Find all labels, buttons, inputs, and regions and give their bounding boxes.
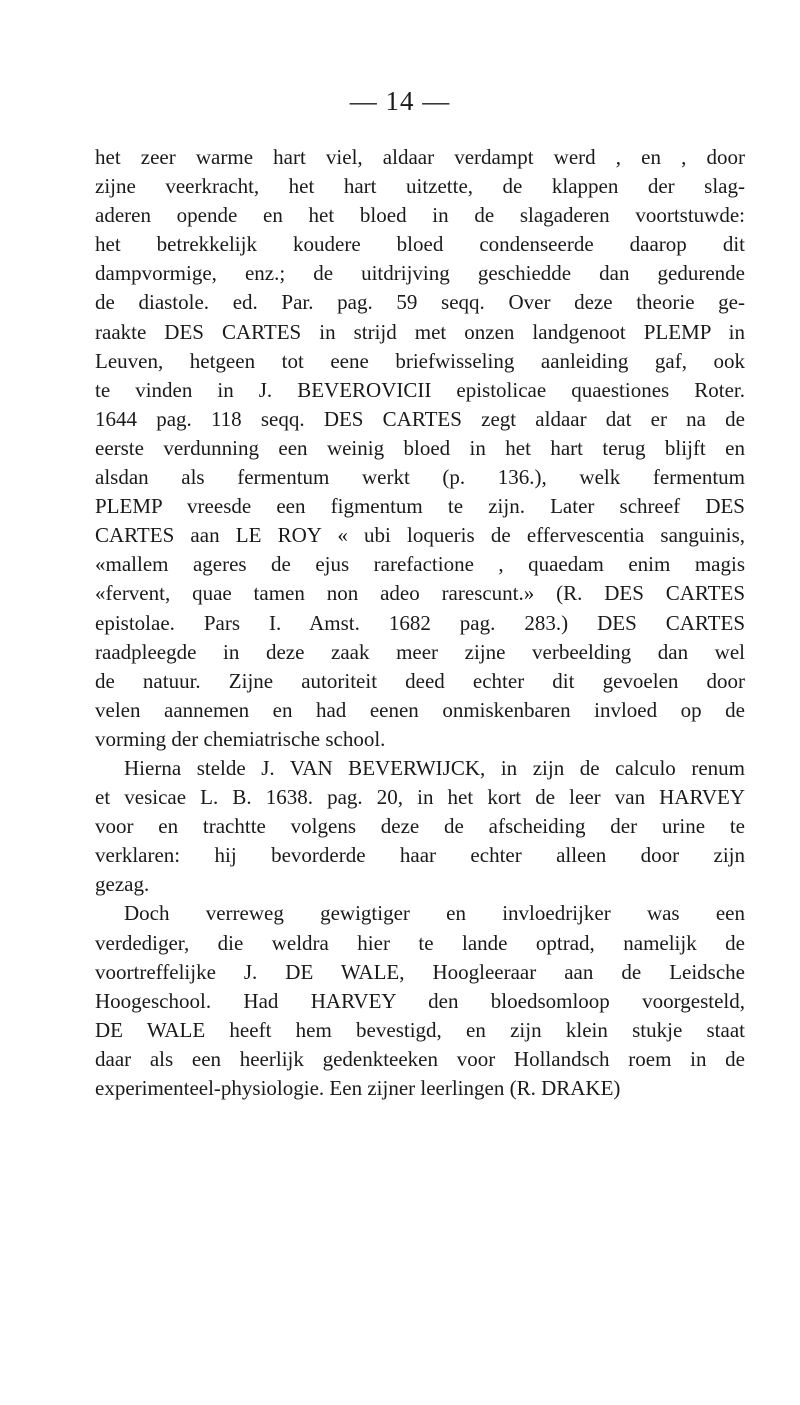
text-line: daar als een heerlijk gedenkteeken voor Hollandsch roem in de (95, 1046, 745, 1071)
text-line: het betrekkelijk koudere bloed condenseerde daarop dit (95, 232, 745, 257)
text-line: CARTES aan LE ROY « ubi loqueris de effervescentia sanguinis, (95, 523, 745, 548)
text-line: het zeer warme hart viel, aldaar verdampt werd , en , door (95, 145, 745, 169)
text-line: de diastole. ed. Par. pag. 59 seqq. Over deze theorie ge- (95, 290, 745, 315)
paragraph (95, 899, 745, 1103)
text-line: Doch verreweg gewigtiger en invloedrijker was een (124, 901, 745, 926)
text-line: Hierna stelde J. VAN BEVERWIJCK, in zijn de calculo renum (124, 755, 745, 780)
text-line: te vinden in J. BEVEROVICII epistolicae quaestiones Roter. (95, 377, 745, 402)
page-number: — 14 — (349, 86, 451, 116)
text-line: verklaren: hij bevorderde haar echter alleen door zijn (95, 843, 745, 868)
text-line: «fervent, quae tamen non adeo rarescunt.» (R. DES CARTES (95, 581, 745, 606)
text-line: gezag. (95, 872, 150, 897)
paragraph (95, 143, 745, 754)
text-line: dampvormige, enz.; de uitdrijving geschiedde dan gedurende (95, 261, 745, 286)
text-line: Hoogeschool. Had HARVEY den bloedsomloop voorgesteld, (95, 988, 745, 1013)
text-line: verdediger, die weldra hier te lande optrad, namelijk de (95, 930, 745, 955)
text-line: epistolae. Pars I. Amst. 1682 pag. 283.) DES CARTES (95, 610, 745, 635)
text-line: eerste verdunning een weinig bloed in het hart terug blijft en (95, 435, 745, 460)
text-line: «mallem ageres de ejus rarefactione , quaedam enim magis (95, 552, 745, 577)
text-line: raakte DES CARTES in strijd met onzen landgenoot PLEMP in (95, 319, 745, 344)
text-line: velen aannemen en had eenen onmiskenbaren invloed op de (95, 697, 745, 722)
text-line: voor en trachtte volgens deze de afscheiding der urine te (95, 814, 745, 839)
text-line: vorming der chemiatrische school. (95, 726, 386, 751)
text-line: DE WALE heeft hem bevestigd, en zijn klein stukje staat (95, 1017, 745, 1042)
paragraph (95, 754, 745, 899)
text-line: de natuur. Zijne autoriteit deed echter dit gevoelen door (95, 668, 745, 693)
text-line: 1644 pag. 118 seqq. DES CARTES zegt aldaar dat er na de (95, 406, 745, 431)
text-line: experimenteel-physiologie. Een zijner leerlingen (R. DRAKE) (95, 1076, 621, 1100)
text-line: et vesicae L. B. 1638. pag. 20, in het kort de leer van HARVEY (95, 785, 745, 810)
text-line: zijne veerkracht, het hart uitzette, de klappen der slag- (95, 174, 745, 199)
text-line: Leuven, hetgeen tot eene briefwisseling aanleiding gaf, ook (95, 348, 745, 373)
text-line: PLEMP vreesde een figmentum te zijn. Later schreef DES (95, 494, 745, 519)
body-text (95, 143, 745, 1103)
text-line: raadpleegde in deze zaak meer zijne verbeelding dan wel (95, 639, 745, 664)
text-line: alsdan als fermentum werkt (p. 136.), welk fermentum (95, 465, 745, 490)
text-line: voortreffelijke J. DE WALE, Hoogleeraar aan de Leidsche (95, 959, 745, 984)
text-line: aderen opende en het bloed in de slagaderen voortstuwde: (95, 203, 745, 228)
